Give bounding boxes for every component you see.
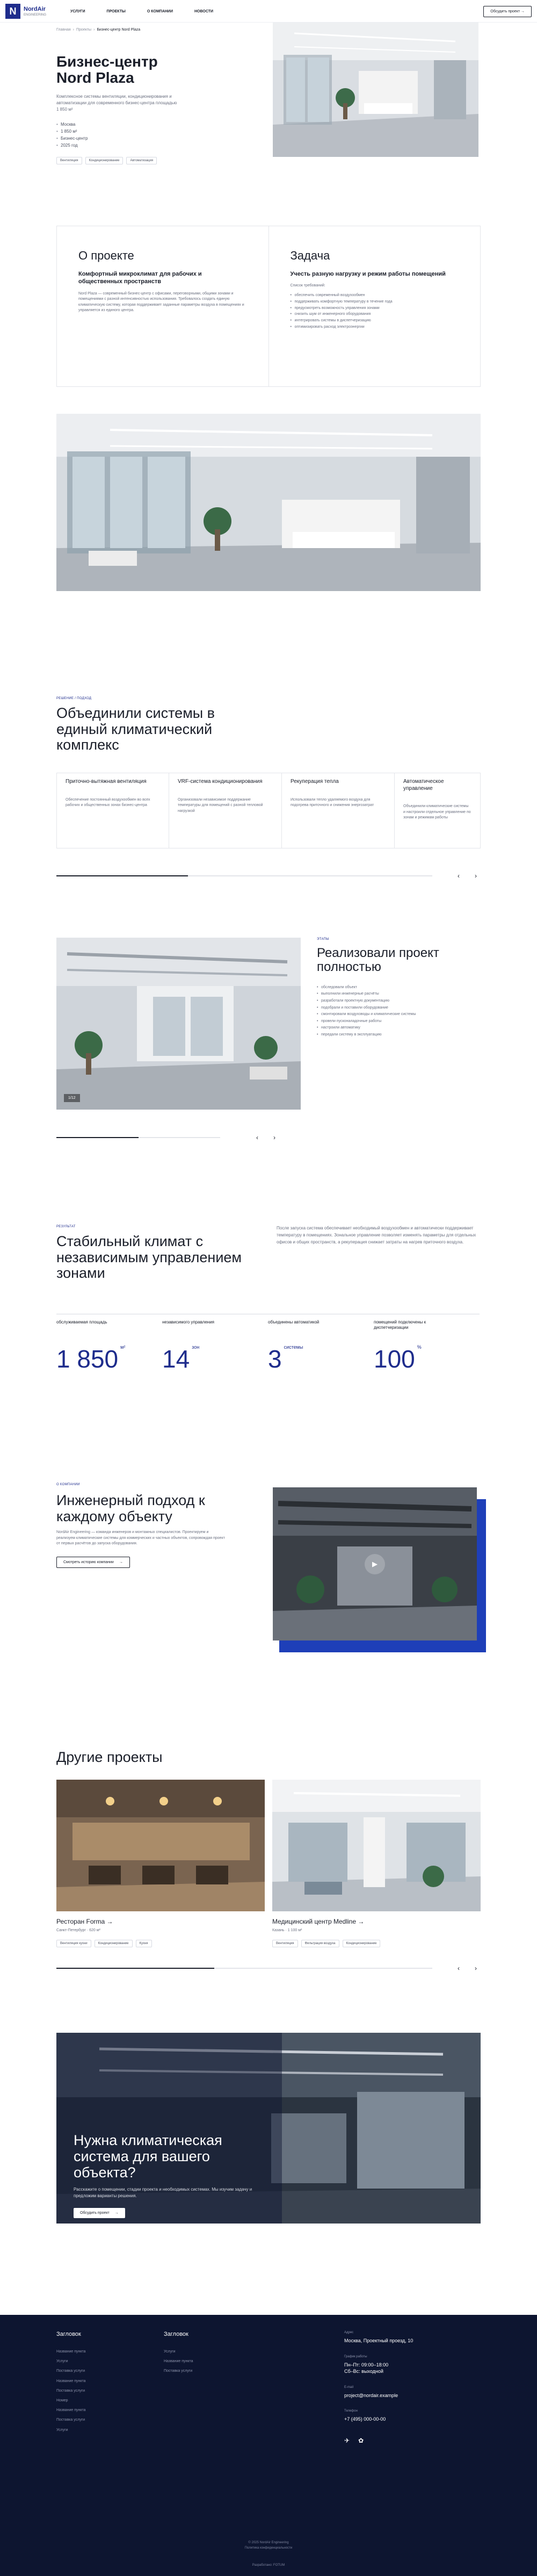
task-column <box>268 226 481 386</box>
gallery-counter: 1/12 <box>64 1094 80 1102</box>
social-links <box>344 2437 452 2444</box>
breadcrumb-current: Бизнес-центр Nord Plaza <box>97 28 141 32</box>
company-text: NordAir Engineering — команда инженеров и монтажных специалистов. Проектируем и реализуем климатические системы для коммерческих и частных объектов, сопровождая проект от первых расчётов до запуска оборудования. <box>56 1530 225 1546</box>
arrow-right-icon[interactable]: › <box>273 1134 275 1141</box>
task-intro: Список требований: <box>290 284 325 288</box>
stage-item: • подобрали и поставили оборудование <box>317 1005 473 1012</box>
fact-year: • 2025 год <box>56 142 180 149</box>
card-desc: Организовали независимое поддержание температуры для помещений с разной тепловой нагрузкой <box>178 797 263 813</box>
systems-slider-progress[interactable] <box>56 875 432 876</box>
card-desc: Использовали тепло удаляемого воздуха для подогрева приточного и снижения энергозатрат <box>291 797 374 808</box>
stage-item: • обследовали объект <box>317 984 473 991</box>
tag: Кухня <box>136 1940 152 1947</box>
company-video[interactable] <box>273 1487 477 1640</box>
cta-text: Расскажите о помещении, стадии проекта и необходимых системах. Мы изучим задачу и предложим варианты решения. <box>74 2186 252 2198</box>
nav-item-projects[interactable]: ПРОЕКТЫ <box>106 9 126 13</box>
stat-unit: системы <box>284 1344 303 1350</box>
stat-unit: зон <box>192 1344 200 1350</box>
task-item: • снизить шум от инженерного оборудования <box>291 311 459 318</box>
card-desc: Обеспечение постоянный воздухообмен во всех рабочих и общественных зонах бизнес-центра <box>66 797 150 808</box>
stat-value: 100 <box>374 1345 415 1373</box>
gallery-slider-progress[interactable] <box>56 1137 220 1138</box>
main-nav <box>70 10 213 13</box>
stat-label: объединены автоматикой <box>268 1320 320 1325</box>
task-title: Задача <box>290 249 330 262</box>
card-title: Автоматическое управление <box>403 779 444 791</box>
company-title: Инженерный подход к каждому объекту <box>56 1492 205 1524</box>
hero-description: Комплексное системы вентиляции, кондиционирования и автоматизации для современного бизнес-центра площадью 1 850 м² <box>56 94 177 112</box>
systems-section <box>56 697 481 880</box>
footer-link[interactable]: Поставка услуги <box>164 2369 193 2373</box>
footer-legal <box>56 2541 481 2551</box>
stage-item: • передали систему в эксплуатацию <box>317 1032 473 1039</box>
task-list <box>291 292 459 330</box>
stat-value: 14 <box>162 1345 190 1373</box>
cta-discuss-button[interactable]: Обсудить проект → <box>74 2208 125 2218</box>
logo-sub: ENGINEERING <box>24 13 47 17</box>
arrow-right-icon: → <box>114 2211 119 2215</box>
footer-contacts <box>344 2331 452 2444</box>
page-title: Бизнес-центр Nord Plaza <box>56 53 158 87</box>
footer <box>0 2315 537 2576</box>
about-column <box>57 226 268 386</box>
breadcrumb-projects[interactable]: Проекты <box>76 28 92 32</box>
stat-value: 1 850 <box>56 1345 119 1373</box>
other-projects-list <box>56 1780 481 1947</box>
result-section <box>56 1225 481 1373</box>
logo[interactable] <box>5 4 46 19</box>
stage-item: • смонтировали воздуховоды и климатические системы <box>317 1011 473 1018</box>
tag: Кондиционирование <box>95 1940 133 1947</box>
stages-list <box>317 984 473 1039</box>
stages-kicker: ЭТАПЫ <box>317 938 329 941</box>
system-card <box>282 773 395 848</box>
footer-link[interactable]: Поставка услуги <box>56 2418 85 2422</box>
stages-section <box>317 938 473 1039</box>
projects-slider-progress[interactable] <box>56 1968 432 1969</box>
task-item: • интегрировать системы в диспетчеризацию <box>291 318 459 324</box>
system-card <box>169 773 282 848</box>
card-desc: Объединили климатические системы и настроили отдельное управление по зонам и режимам работы <box>403 804 471 820</box>
card-title: Рекуперация тепла <box>291 779 339 785</box>
vk-icon[interactable]: ✿ <box>358 2436 364 2444</box>
logo-name: NordAir <box>24 5 46 12</box>
hours-label: График работы <box>344 2355 367 2358</box>
progress-fill <box>56 875 188 876</box>
developer-credit[interactable]: Разработано: FOTUM <box>252 2564 285 2567</box>
nav-item-about[interactable]: О КОМПАНИИ <box>147 9 173 13</box>
copyright: © 2025 NordAir Engineering <box>248 2541 289 2544</box>
result-description: После запуска система обеспечивает необходимый воздухообмен и автоматически поддерживает температуру в помещениях. Зональное управление позволяет изменять параметры для отдельных офисов и общих пространств, а рекуперация снижает затраты на нагрев приточного воздуха. <box>277 1226 476 1244</box>
project-tags <box>56 1940 265 1947</box>
address-label: Адрес <box>344 2331 354 2334</box>
progress-fill <box>56 1968 214 1969</box>
stat-unit: % <box>417 1344 422 1350</box>
stat-label: помещений подключены к диспетчеризации <box>374 1320 426 1330</box>
email-label: E-mail <box>344 2385 354 2389</box>
fact-area: • 1 850 м² <box>56 128 180 135</box>
project-name: Медицинский центр Medline → <box>272 1918 365 1925</box>
footer-link[interactable]: Поставка услуги <box>56 2388 85 2393</box>
phone-label: Телефон <box>344 2409 358 2413</box>
task-item: • поддерживать комфортную температуру в течение года <box>291 299 459 305</box>
phone-link[interactable]: +7 (495) 000-00-00 <box>344 2416 386 2422</box>
project-image <box>272 1780 481 1911</box>
privacy-policy-link[interactable]: Политика конфиденциальности <box>244 2546 293 2550</box>
arrow-right-icon[interactable]: › <box>475 1965 477 1972</box>
project-gallery[interactable] <box>56 938 301 1110</box>
tag: Вентиляция кухни <box>56 1940 91 1947</box>
result-title: Стабильный климат с независимым управлением зонами <box>56 1233 242 1282</box>
stat-item <box>56 1314 162 1373</box>
arrow-right-icon: → <box>521 9 525 13</box>
arrow-left-icon[interactable]: ‹ <box>256 1134 258 1141</box>
project-name: Ресторан Forma → <box>56 1918 113 1925</box>
about-subtitle: Комфортный микроклимат для рабочих и общественных пространств <box>78 271 202 285</box>
company-kicker: О КОМПАНИИ <box>56 1483 80 1486</box>
footer-link[interactable]: Название пункта <box>56 2379 86 2383</box>
breadcrumb-home[interactable]: Главная <box>56 28 71 32</box>
nav-item-news[interactable]: НОВОСТИ <box>194 9 214 13</box>
stages-title: Реализовали проект полностью <box>317 946 439 975</box>
office-interior-image <box>56 414 481 591</box>
systems-kicker: РЕШЕНИЕ / ПОДХОД <box>56 697 92 700</box>
project-tags <box>272 1940 481 1947</box>
stage-item: • настроили автоматику <box>317 1025 473 1032</box>
email-link[interactable]: project@nordair.example <box>344 2392 398 2398</box>
logo-mark: N <box>5 4 20 19</box>
about-title: О проекте <box>78 249 134 262</box>
system-card <box>395 773 481 848</box>
about-task-section <box>56 226 481 387</box>
footer-link[interactable]: Услуги <box>56 2428 68 2432</box>
telegram-icon[interactable]: ✈ <box>344 2436 350 2444</box>
stat-item <box>268 1314 374 1373</box>
arrow-right-icon: → <box>119 1560 123 1564</box>
other-projects-section <box>56 1749 481 1972</box>
arrow-left-icon[interactable]: ‹ <box>458 1965 460 1972</box>
fact-type: • Бизнес-центр <box>56 135 180 142</box>
hero <box>0 23 537 168</box>
other-projects-title: Другие проекты <box>56 1749 163 1765</box>
systems-title: Объединили системы в единый климатический комплекс <box>56 705 215 753</box>
task-item: • предусмотреть возможность управления зонами <box>291 305 459 312</box>
stat-value: 3 <box>268 1345 282 1373</box>
hero-tags <box>56 157 180 164</box>
footer-col-1 <box>56 2331 86 2435</box>
footer-link[interactable]: Название пункта <box>56 2350 86 2354</box>
footer-link[interactable]: Услуги <box>164 2350 176 2354</box>
footer-link[interactable]: Поставка услуги <box>56 2369 85 2373</box>
tag: Фильтрация воздуха <box>301 1940 339 1947</box>
company-history-button[interactable]: Смотреть историю компании → <box>56 1557 130 1568</box>
tag: Кондиционирование <box>343 1940 381 1947</box>
breadcrumb: Главная › Проекты › Бизнес-центр Nord Plaza <box>56 28 141 32</box>
cta-title: Нужна климатическая система для вашего объекта? <box>74 2132 222 2181</box>
stage-item: • разработали проектную документацию <box>317 998 473 1005</box>
nav-item-services[interactable]: УСЛУГИ <box>70 9 85 13</box>
hero-facts <box>56 121 180 149</box>
project-city: Санкт-Петербург · 620 м² <box>56 1929 100 1932</box>
header-cta-button[interactable]: Обсудить проект → <box>483 6 532 17</box>
stage-item: • провели пусконаладочные работы <box>317 1018 473 1025</box>
stat-label: обслуживаемая площадь <box>56 1320 107 1325</box>
stats <box>56 1314 481 1373</box>
project-card[interactable] <box>56 1780 265 1947</box>
tag: Автоматизация <box>126 157 157 164</box>
card-title: VRF-система кондиционирования <box>178 779 263 785</box>
result-kicker: РЕЗУЛЬТАТ <box>56 1225 76 1228</box>
footer-col-2 <box>164 2331 193 2377</box>
project-city: Казань · 1 100 м² <box>272 1929 302 1932</box>
header <box>0 0 537 23</box>
footer-link[interactable]: Номер <box>56 2398 68 2402</box>
progress-fill <box>56 1137 139 1138</box>
system-card <box>56 773 169 848</box>
stat-unit: м² <box>120 1344 126 1350</box>
project-card[interactable] <box>272 1780 481 1947</box>
stat-item <box>374 1314 480 1373</box>
task-subtitle: Учесть разную нагрузку и режим работы помещений <box>290 271 446 277</box>
cta-banner <box>56 2033 481 2224</box>
about-text: Nord Plaza — современный бизнес-центр с офисами, переговорными, общими зонами и помещениями с разной интенсивностью использования. Требовалось создать единую климатическую систему, которая поддерживает заданные параметры воздуха в помещениях и управляется из единого центра. <box>78 291 244 313</box>
arrow-right-icon[interactable]: › <box>475 872 477 880</box>
footer-link[interactable]: Название пункта <box>164 2359 193 2364</box>
card-title: Приточно-вытяжная вентиляция <box>66 779 147 785</box>
hero-image <box>273 23 478 157</box>
arrow-right-icon: → <box>358 1918 365 1925</box>
stat-item <box>162 1314 268 1373</box>
tag: Вентиляция <box>272 1940 298 1947</box>
play-icon[interactable]: ▶ <box>365 1554 385 1574</box>
project-image <box>56 1780 265 1911</box>
systems-cards <box>56 773 481 848</box>
footer-col-title: Загловок <box>164 2331 188 2337</box>
stat-label: независимого управления <box>162 1320 214 1325</box>
task-item: • обеспечить современный воздухообмен <box>291 292 459 299</box>
footer-link[interactable]: Услуги <box>56 2359 68 2364</box>
arrow-right-icon: → <box>106 1918 113 1925</box>
tag: Кондиционирование <box>85 157 124 164</box>
address: Москва, Проектный проезд, 10 <box>344 2338 413 2343</box>
task-item: • оптимизировать расход электроэнергии <box>291 324 459 330</box>
company-section <box>56 1483 271 1568</box>
hours: Пн–Пт: 09:00–18:00 Сб–Вс: выходной <box>344 2362 389 2374</box>
fact-city: • Москва <box>56 121 180 128</box>
stage-item: • выполнили инженерные расчёты <box>317 991 473 998</box>
arrow-left-icon[interactable]: ‹ <box>458 872 460 880</box>
footer-link[interactable]: Название пункта <box>56 2408 86 2413</box>
footer-col-title: Загловок <box>56 2331 81 2337</box>
tag: Вентиляция <box>56 157 82 164</box>
